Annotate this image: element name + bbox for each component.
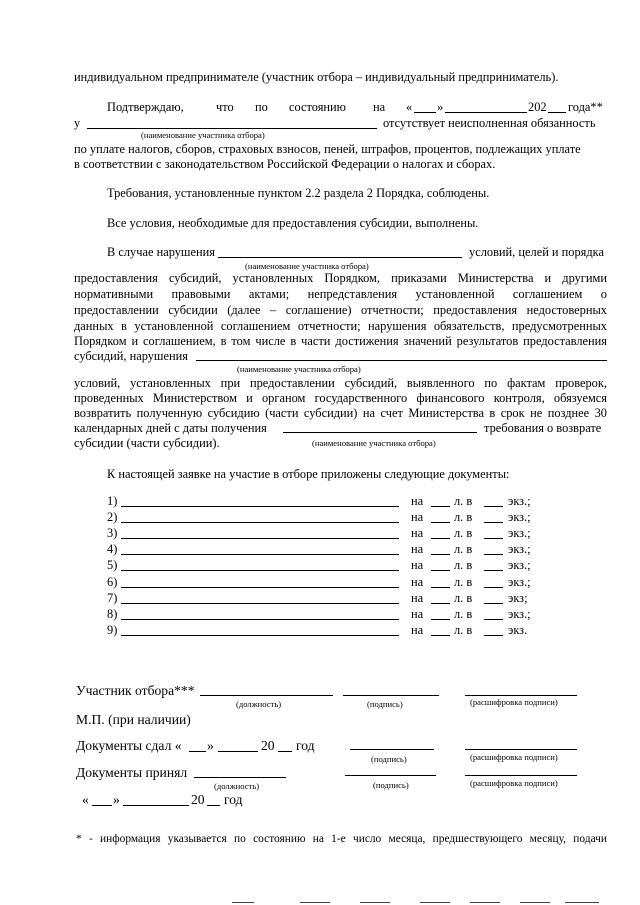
document-row-ex: экз. <box>508 622 528 637</box>
violation-name-blank-2[interactable] <box>196 360 607 361</box>
received-month-blank[interactable] <box>123 805 189 806</box>
document-row <box>107 606 531 623</box>
violation-line-11b: требования о возврате <box>484 421 602 435</box>
violation-line-12: субсидии (части субсидии). <box>74 436 220 450</box>
document-name-blank[interactable] <box>121 603 399 604</box>
intro-line: индивидуальном предпринимателе (участник отбора – индивидуальный предприниматель). <box>74 70 559 84</box>
document-row-l: л. в <box>454 494 473 508</box>
document-name-blank[interactable] <box>121 587 399 588</box>
document-row-na: на <box>411 574 424 589</box>
date-open-quote: « <box>406 100 413 114</box>
document-row-ex: экз.; <box>508 494 531 508</box>
u-word: у <box>74 116 81 130</box>
document-sheets-blank[interactable] <box>431 570 450 571</box>
violation-name-blank[interactable] <box>218 257 462 258</box>
violation-line-4: предоставлении субсидии (далее – соглашение) отчетности; предоставления недостоверных <box>74 303 607 317</box>
decoding-blank[interactable] <box>465 695 577 696</box>
document-copies-blank[interactable] <box>484 522 503 523</box>
received-signature-caption: (подпись) <box>373 780 409 790</box>
document-copies-blank[interactable] <box>484 603 503 604</box>
document-row-na: на <box>411 590 424 605</box>
received-decoding-caption: (расшифровка подписи) <box>470 778 558 788</box>
violation-line-5: данных в установленной соглашением отчетности; нарушения обязательств, предусмотренных <box>74 319 607 333</box>
footnote: * - информация указывается по состоянию на 1-е число месяца, предшествующего месяцу, подачи <box>76 833 607 845</box>
document-row-l: л. в <box>454 542 473 557</box>
document-sheets-blank[interactable] <box>431 635 450 636</box>
document-sheets-blank[interactable] <box>431 538 450 539</box>
received-date-close: » <box>113 792 120 807</box>
scan-artifact-4 <box>420 902 450 903</box>
document-row-ex: экз; <box>508 590 528 605</box>
submitted-close-quote: » <box>207 738 214 753</box>
stamp-label: М.П. (при наличии) <box>76 712 191 727</box>
violation-caption-2: (наименование участника отбора) <box>237 364 361 374</box>
document-name-blank[interactable] <box>121 554 399 555</box>
violation-line-8: условий, установленных при предоставлении субсидий, выявленного по фактам проверок, <box>74 376 607 390</box>
date-close-quote: » <box>437 100 444 114</box>
document-row-ex: экз.; <box>508 558 531 573</box>
document-row-ex: экз.; <box>508 542 531 557</box>
document-row-na: на <box>411 558 424 573</box>
received-position-blank[interactable] <box>194 777 286 778</box>
document-copies-blank[interactable] <box>484 587 503 588</box>
participant-name-caption: (наименование участника отбора) <box>141 130 265 140</box>
document-row-ex: экз.; <box>508 510 531 525</box>
document-row-number: 4) <box>107 542 118 557</box>
document-name-blank[interactable] <box>121 522 399 523</box>
received-label: Документы принял <box>76 765 188 780</box>
confirm-word-4: состоянию <box>289 100 346 114</box>
document-name-blank[interactable] <box>121 538 399 539</box>
violation-start: В случае нарушения <box>107 245 215 259</box>
document-sheets-blank[interactable] <box>431 554 450 555</box>
document-copies-blank[interactable] <box>484 538 503 539</box>
confirm-word-2: что <box>216 100 234 114</box>
document-row-l: л. в <box>454 574 473 589</box>
submitted-decoding-caption: (расшифровка подписи) <box>470 752 558 762</box>
document-row-number: 7) <box>107 590 118 605</box>
document-row-number: 2) <box>107 510 118 525</box>
received-year-prefix: 20 <box>191 792 205 807</box>
submitted-signature-caption: (подпись) <box>371 754 407 764</box>
document-row-number: 1) <box>107 494 118 508</box>
position-blank[interactable] <box>200 695 333 696</box>
document-row <box>107 623 527 639</box>
conditions-text: Все условия, необходимые для предоставления субсидии, выполнены. <box>107 216 479 230</box>
received-year-word: год <box>224 792 243 807</box>
scan-artifact-7 <box>565 902 599 903</box>
document-row-na: на <box>411 526 424 541</box>
position-caption: (должность) <box>236 699 282 709</box>
requirements-text: Требования, установленные пунктом 2.2 раздела 2 Порядка, соблюдены. <box>107 186 490 200</box>
month-blank[interactable] <box>445 112 527 113</box>
submitted-year-prefix: 20 <box>261 738 275 753</box>
received-date-open: « <box>82 792 89 807</box>
decoding-caption: (расшифровка подписи) <box>470 697 558 707</box>
document-name-blank[interactable] <box>121 506 399 507</box>
confirm-word-1: Подтверждаю, <box>107 100 184 114</box>
document-copies-blank[interactable] <box>484 635 503 636</box>
year-suffix: года** <box>568 100 603 114</box>
document-row-l: л. в <box>454 590 473 605</box>
document-copies-blank[interactable] <box>484 506 503 507</box>
violation-line-3: нормативными правовыми актами; непредставления установленной соглашением о <box>74 287 607 301</box>
document-row-number: 5) <box>107 558 118 573</box>
submitted-signature-blank[interactable] <box>350 749 434 750</box>
year-prefix: 202 <box>528 100 547 114</box>
document-copies-blank[interactable] <box>484 619 503 620</box>
document-row-number: 6) <box>107 574 118 589</box>
document-row-number: 8) <box>107 606 118 621</box>
document-row <box>107 526 531 542</box>
document-name-blank[interactable] <box>121 570 399 571</box>
obligation-tail: отсутствует неисполненная обязанность <box>383 116 596 130</box>
submitted-label: Документы сдал « <box>76 738 182 753</box>
document-row-na: на <box>411 622 424 637</box>
document-row-l: л. в <box>454 622 473 637</box>
scan-artifact-1 <box>232 902 254 903</box>
document-row-l: л. в <box>454 558 473 573</box>
document-name-blank[interactable] <box>121 635 399 636</box>
submitted-year-word: год <box>296 738 315 753</box>
scan-artifact-2 <box>300 902 330 903</box>
document-row <box>107 510 531 526</box>
received-position-caption: (должность) <box>214 781 260 791</box>
received-day-blank[interactable] <box>92 805 112 806</box>
violation-line-11a: календарных дней с даты получения <box>74 421 267 435</box>
documents-intro: К настоящей заявке на участие в отборе приложены следующие документы: <box>107 467 510 481</box>
document-row-na: на <box>411 494 424 508</box>
document-row-ex: экз.; <box>508 526 531 541</box>
document-row-number: 9) <box>107 622 118 637</box>
confirm-word-5: на <box>373 100 386 114</box>
violation-line-2: предоставления субсидий, установленных Порядком, приказами Министерства и другими <box>74 271 607 285</box>
submitted-day-blank[interactable] <box>189 751 206 752</box>
confirm-word-3: по <box>255 100 268 114</box>
document-name-blank[interactable] <box>121 619 399 620</box>
violation-line-7: субсидий, нарушения <box>74 349 188 363</box>
violation-line-6: Порядком и соглашением, в том числе в части достижения значений результатов предоставления <box>74 334 607 348</box>
document-row-ex: экз.; <box>508 606 531 621</box>
signature-blank[interactable] <box>343 695 439 696</box>
received-year-blank[interactable] <box>207 805 220 806</box>
signature-caption: (подпись) <box>367 699 403 709</box>
document-row-l: л. в <box>454 606 473 621</box>
document-row <box>107 558 531 574</box>
violation-name-blank-3[interactable] <box>283 432 477 433</box>
document-sheets-blank[interactable] <box>431 506 450 507</box>
violation-end: условий, целей и порядка <box>469 245 605 259</box>
document-sheets-blank[interactable] <box>431 603 450 604</box>
document-row <box>107 574 531 591</box>
scan-artifact-3 <box>360 902 390 903</box>
scan-artifact-6 <box>520 902 550 903</box>
document-copies-blank[interactable] <box>484 570 503 571</box>
document-sheets-blank[interactable] <box>431 522 450 523</box>
participant-label: Участник отбора*** <box>76 683 195 698</box>
submitted-year-blank[interactable] <box>278 751 292 752</box>
violation-caption-1: (наименование участника отбора) <box>245 261 369 271</box>
confirm-line-4: в соответствии с законодательством Российской Федерации о налогах и сборах. <box>74 157 496 171</box>
violation-line-9: проведенных Министерством и органом государственного финансового контроля, обязуемся <box>74 391 607 405</box>
day-blank[interactable] <box>414 112 436 113</box>
document-copies-blank[interactable] <box>484 554 503 555</box>
document-sheets-blank[interactable] <box>431 619 450 620</box>
document-row <box>107 494 531 510</box>
submitted-month-blank[interactable] <box>218 751 258 752</box>
document-row-na: на <box>411 510 424 525</box>
violation-caption-3: (наименование участника отбора) <box>312 438 436 448</box>
document-row-number: 3) <box>107 526 118 541</box>
document-row-na: на <box>411 542 424 557</box>
document-row <box>107 542 531 558</box>
received-signature-blank[interactable] <box>345 775 436 776</box>
document-row-l: л. в <box>454 510 473 525</box>
scan-artifact-5 <box>470 902 500 903</box>
document-row-l: л. в <box>454 526 473 541</box>
submitted-decoding-blank[interactable] <box>465 749 577 750</box>
year-blank[interactable] <box>548 112 566 113</box>
document-row-na: на <box>411 606 424 621</box>
document-row-ex: экз.; <box>508 574 531 589</box>
violation-line-10: возвратить полученную субсидию (части субсидии) на счет Министерства в срок не позднее 30 <box>74 406 607 420</box>
received-decoding-blank[interactable] <box>465 775 577 776</box>
document-row <box>107 591 527 607</box>
document-sheets-blank[interactable] <box>431 587 450 588</box>
participant-name-blank[interactable] <box>87 128 377 129</box>
confirm-line-3: по уплате налогов, сборов, страховых взносов, пеней, штрафов, процентов, подлежащих уплате <box>74 142 581 156</box>
